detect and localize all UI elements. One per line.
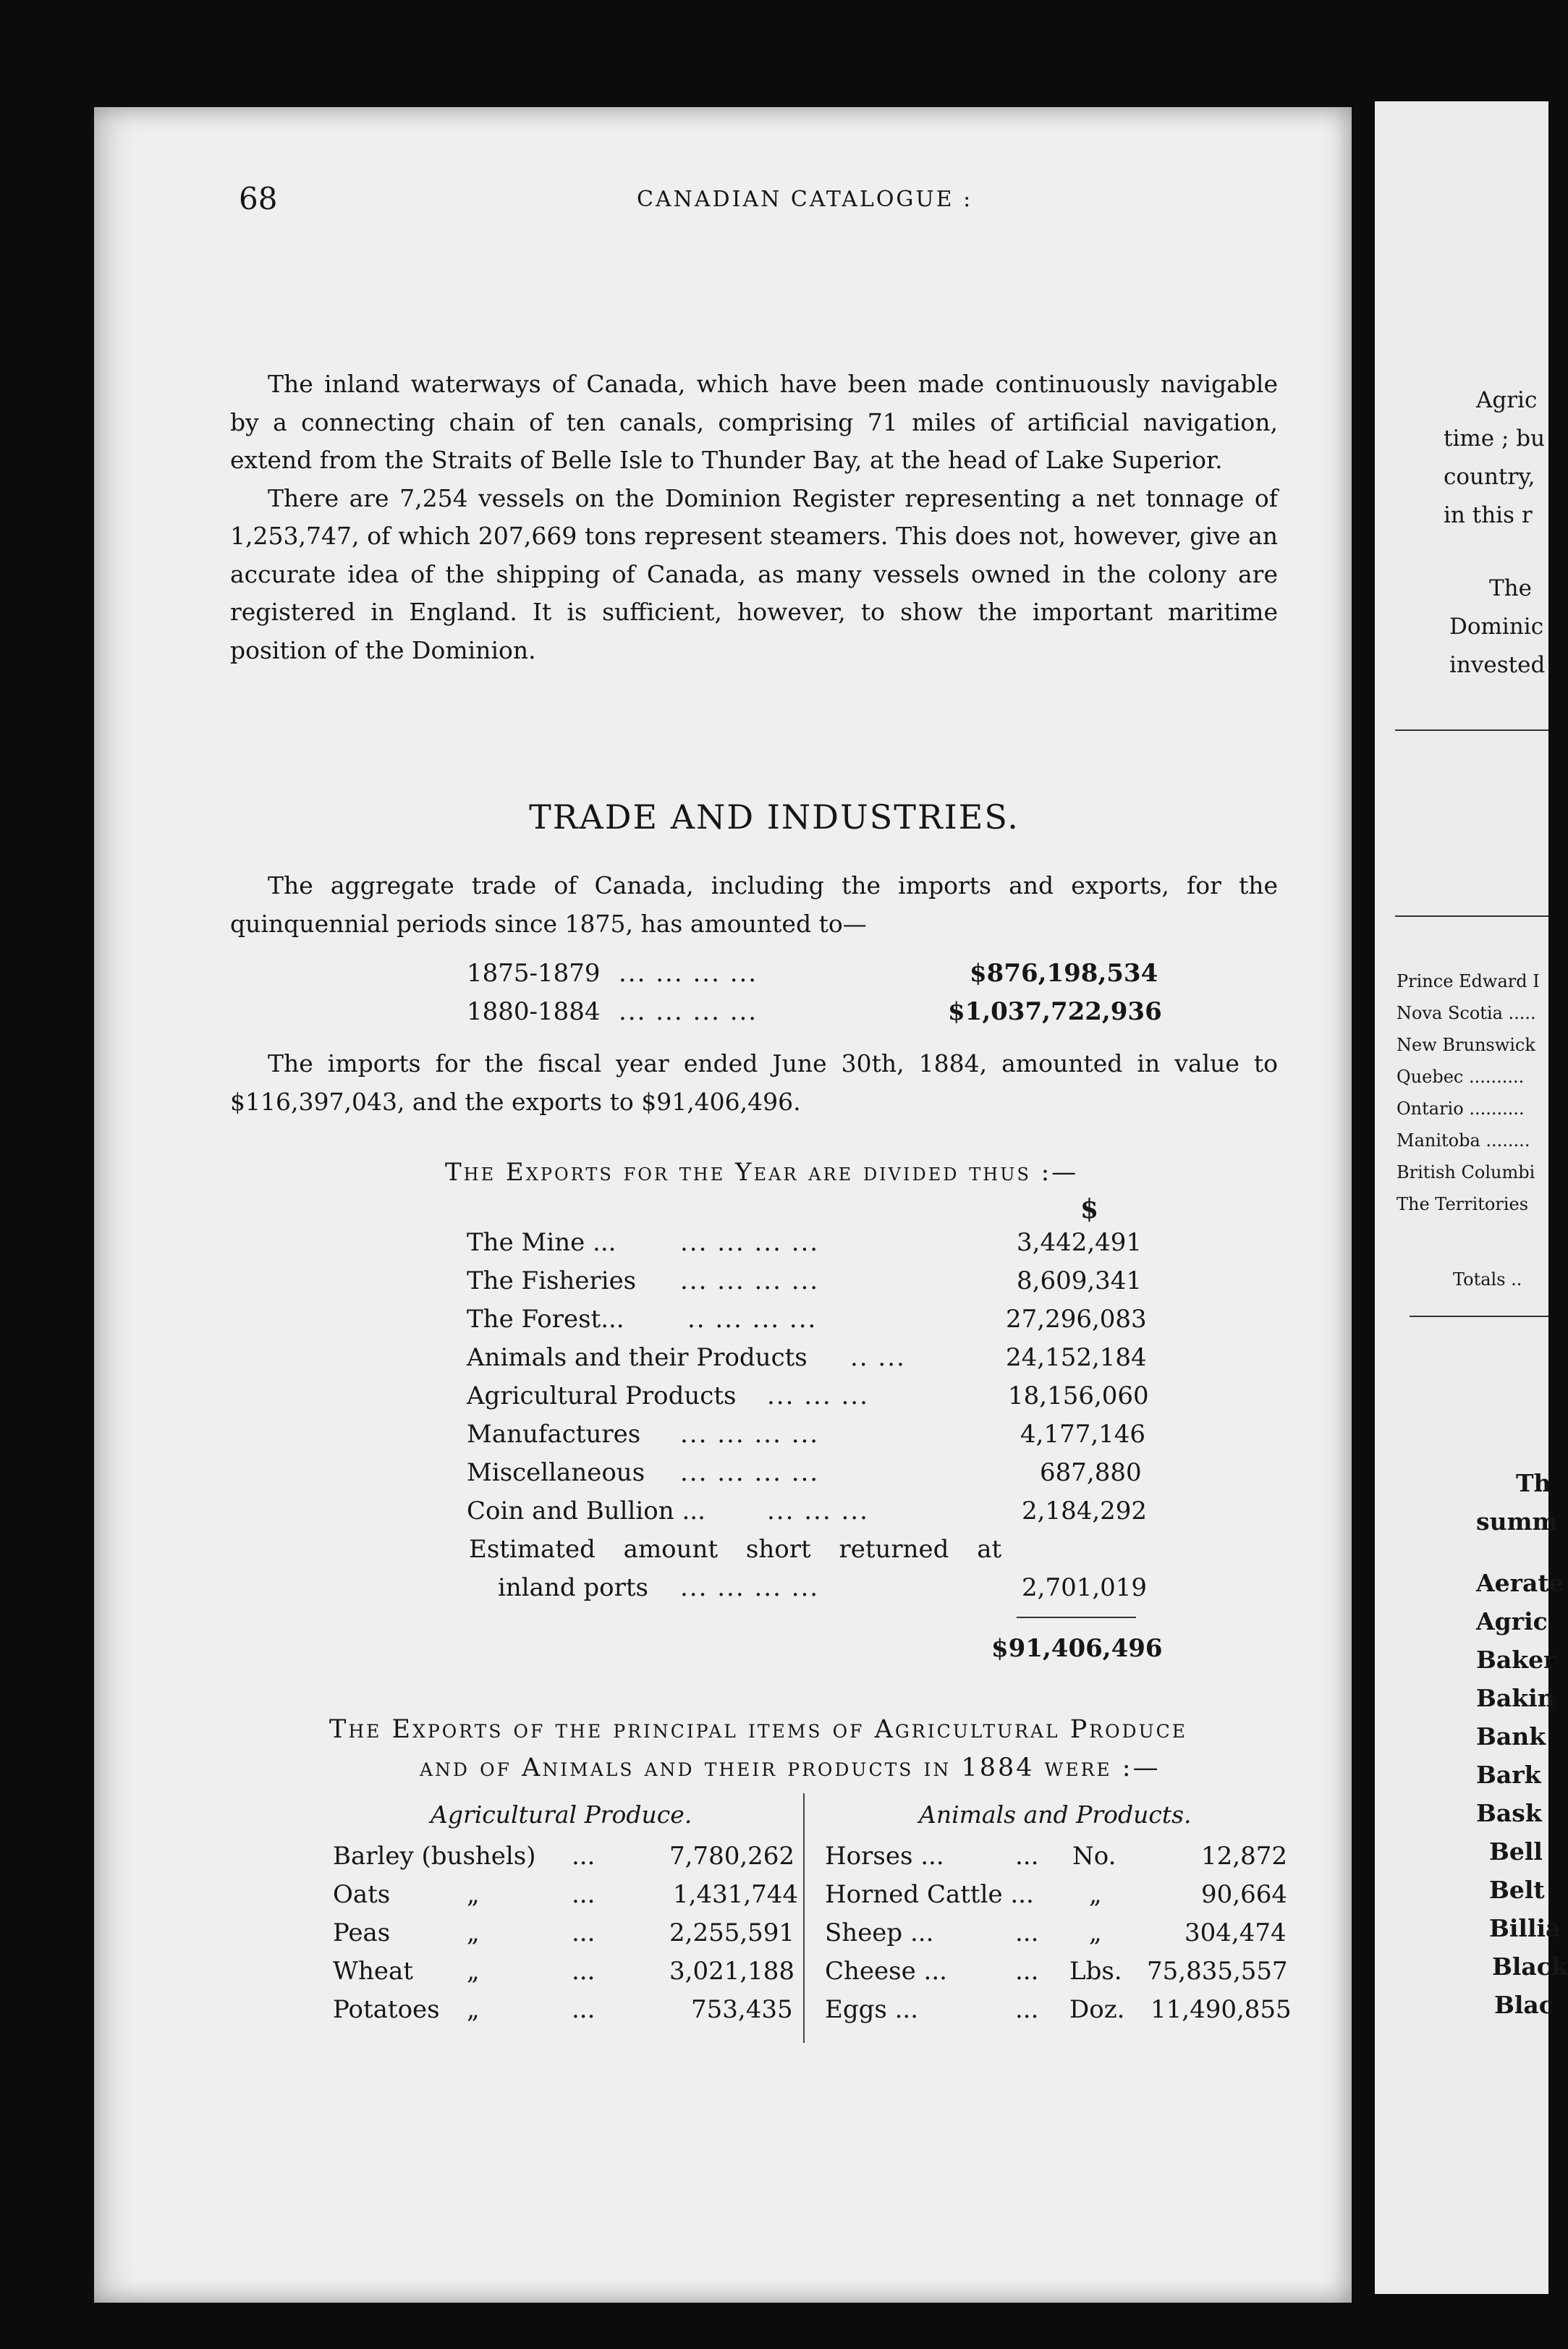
agri-value: 3,021,188 <box>669 1957 795 1986</box>
export-dots: ... ... ... ... <box>680 1458 820 1487</box>
intro-text <box>230 365 1278 669</box>
period-1-value: $876,198,534 <box>970 959 1158 988</box>
animal-unit: Lbs. <box>1069 1957 1122 1986</box>
province-label: Manitoba ........ <box>1397 1130 1530 1151</box>
export-dots: .. ... <box>850 1343 906 1372</box>
right-list-item: Aerate <box>1476 1569 1564 1597</box>
period-1-label: 1875-1879 <box>467 959 601 988</box>
exports-currency: $ <box>1080 1194 1099 1224</box>
export-label: Animals and their Products <box>467 1343 808 1372</box>
province-label: British Columbi <box>1397 1162 1535 1182</box>
agri-label: Peas <box>333 1918 391 1947</box>
export-label: Agricultural Products <box>467 1381 737 1410</box>
export-value: 687,880 <box>1040 1458 1142 1487</box>
animal-label: Eggs ... <box>825 1995 919 2024</box>
animal-unit: Doz. <box>1069 1995 1125 2024</box>
period-1-dots: ... ... ... ... <box>619 959 758 988</box>
export-dots: ... ... ... ... <box>680 1266 820 1295</box>
export-dots: ... ... ... <box>767 1497 869 1525</box>
right-text-line: summ <box>1476 1507 1558 1536</box>
estimated-value: 2,701,019 <box>1022 1573 1148 1602</box>
export-label: Manufactures <box>467 1420 641 1449</box>
agri-heading: Agricultural Produce. <box>431 1800 692 1829</box>
export-value: 4,177,146 <box>1020 1420 1146 1449</box>
animal-dots: ... <box>1015 1957 1039 1986</box>
agri-dots: ... <box>572 1842 596 1871</box>
province-label: New Brunswick <box>1397 1035 1535 1055</box>
animal-value: 12,872 <box>1201 1842 1287 1871</box>
export-label: The Mine ... <box>467 1228 616 1257</box>
agri-dots: ... <box>572 1880 596 1909</box>
export-value: 2,184,292 <box>1022 1497 1148 1525</box>
animal-label: Sheep ... <box>825 1918 934 1947</box>
imports-text: The imports for the fiscal year ended June 30th, 1884, amounted in value to $116,397,043, and the exports to $91,406,496. <box>230 1049 1278 1116</box>
animal-value: 90,664 <box>1201 1880 1287 1909</box>
right-text-line: in this r <box>1444 502 1533 528</box>
principal-heading: The Exports of the principal items of Agricultural Produce <box>329 1715 1188 1744</box>
sum-rule <box>1017 1617 1136 1618</box>
animal-value: 11,490,855 <box>1150 1995 1292 2024</box>
totals-label: Totals .. <box>1453 1269 1522 1290</box>
right-text-line: Dominic <box>1449 614 1544 640</box>
animal-label: Horned Cattle ... <box>825 1880 1034 1909</box>
trade-intro: The aggregate trade of Canada, including the imports and exports, for the quinquennial periods since 1875, has amounted to— <box>230 871 1278 938</box>
estimated-label-2: inland ports <box>498 1573 648 1602</box>
estimated-dots: ... ... ... ... <box>680 1573 820 1602</box>
agri-ditto: „ <box>467 1880 480 1909</box>
paragraph-shipping: There are 7,254 vessels on the Dominion Register representing a net tonnage of 1,253,747, of which 207,669 tons represent steamers. This does not, however, give an accurate idea of the shipping of Canada, as many vessels owned in the colony are registered in England. It is sufficient, however, to show the important maritime position of the Dominion. <box>230 483 1278 664</box>
page-number: 68 <box>239 181 278 216</box>
province-label: Ontario .......... <box>1397 1099 1525 1119</box>
right-list-item: Baker <box>1476 1646 1556 1674</box>
agri-label: Potatoes <box>333 1995 440 2024</box>
export-dots: ... ... ... <box>767 1381 869 1410</box>
period-2-label: 1880-1884 <box>467 997 601 1026</box>
right-text-line: Agric <box>1476 387 1538 413</box>
animal-dots: ... <box>1015 1995 1039 2024</box>
right-list-item: Belt <box>1489 1876 1545 1904</box>
animal-label: Horses ... <box>825 1842 944 1871</box>
agri-ditto: „ <box>467 1995 480 2024</box>
right-list-item: Billia <box>1489 1914 1561 1942</box>
export-label: Miscellaneous <box>467 1458 645 1487</box>
right-list-item: Blac <box>1494 1991 1554 2019</box>
export-label: Coin and Bullion ... <box>467 1497 705 1525</box>
agri-value: 1,431,744 <box>673 1880 799 1909</box>
agri-ditto: „ <box>467 1918 480 1947</box>
animal-unit: „ <box>1089 1880 1102 1909</box>
running-head: CANADIAN CATALOGUE : <box>637 187 973 212</box>
right-list-item: Black <box>1492 1952 1568 1981</box>
right-text-line: The <box>1489 575 1532 601</box>
right-list-item: Bell <box>1489 1837 1543 1866</box>
period-2-value: $1,037,722,936 <box>948 997 1162 1026</box>
right-text-line: Th <box>1516 1469 1551 1497</box>
agri-dots: ... <box>572 1918 596 1947</box>
section-heading: TRADE AND INDUSTRIES. <box>529 797 1020 837</box>
animal-value: 75,835,557 <box>1147 1957 1288 1986</box>
right-list-item: Bark <box>1476 1761 1541 1789</box>
animals-heading: Animals and Products. <box>919 1800 1192 1829</box>
export-value: 24,152,184 <box>1006 1343 1147 1372</box>
export-dots: ... ... ... ... <box>680 1228 820 1257</box>
province-label: Prince Edward I <box>1397 971 1540 991</box>
animal-dots: ... <box>1015 1842 1039 1871</box>
agri-dots: ... <box>572 1957 596 1986</box>
province-label: The Territories <box>1397 1194 1529 1214</box>
agri-label: Wheat <box>333 1957 413 1986</box>
right-text-line: invested <box>1449 652 1546 678</box>
animal-dots: ... <box>1015 1918 1039 1947</box>
export-dots: .. ... ... ... <box>687 1305 818 1334</box>
animal-unit: No. <box>1072 1842 1116 1871</box>
period-2-dots: ... ... ... ... <box>619 997 758 1026</box>
paragraph-waterways: The inland waterways of Canada, which have been made continuously navigable by a connecting chain of ten canals, comprising 71 miles of artificial navigation, extend from the Straits of Belle Isle to Thunder Bay, at the head of Lake Superior. <box>230 370 1278 474</box>
agri-label: Oats <box>333 1880 391 1909</box>
animal-value: 304,474 <box>1185 1918 1287 1947</box>
province-label: Quebec .......... <box>1397 1067 1525 1087</box>
export-value: 8,609,341 <box>1017 1266 1143 1295</box>
principal-heading-2: and of Animals and their products in 1884 were :— <box>420 1753 1161 1782</box>
agri-label: Barley (bushels) <box>333 1842 536 1871</box>
right-rule <box>1395 915 1548 917</box>
province-label: Nova Scotia ..... <box>1397 1003 1536 1023</box>
right-text-line: time ; bu <box>1444 426 1546 452</box>
estimated-label: Estimated amount short returned at <box>469 1535 1002 1564</box>
export-dots: ... ... ... ... <box>680 1420 820 1449</box>
export-value: 18,156,060 <box>1008 1381 1149 1410</box>
right-list-item: Bank <box>1476 1722 1546 1751</box>
right-list-item: Bakin <box>1476 1684 1555 1712</box>
right-rule <box>1410 1316 1548 1317</box>
agri-value: 2,255,591 <box>669 1918 795 1947</box>
agri-ditto: „ <box>467 1957 480 1986</box>
agri-value: 753,435 <box>691 1995 793 2024</box>
right-text-line: country, <box>1444 464 1535 490</box>
animal-unit: „ <box>1089 1918 1102 1947</box>
agri-value: 7,780,262 <box>669 1842 795 1871</box>
column-divider <box>803 1793 805 2043</box>
export-label: The Fisheries <box>467 1266 637 1295</box>
right-list-item: Bask <box>1476 1799 1542 1827</box>
agri-dots: ... <box>572 1995 596 2024</box>
exports-total: $91,406,496 <box>991 1634 1163 1663</box>
right-list-item: Agric <box>1476 1607 1548 1635</box>
exports-heading: The Exports for the Year are divided thus :— <box>445 1158 1079 1187</box>
right-rule <box>1395 729 1548 731</box>
export-label: The Forest... <box>467 1305 624 1334</box>
animal-label: Cheese ... <box>825 1957 947 1986</box>
export-value: 3,442,491 <box>1017 1228 1143 1257</box>
export-value: 27,296,083 <box>1006 1305 1147 1334</box>
